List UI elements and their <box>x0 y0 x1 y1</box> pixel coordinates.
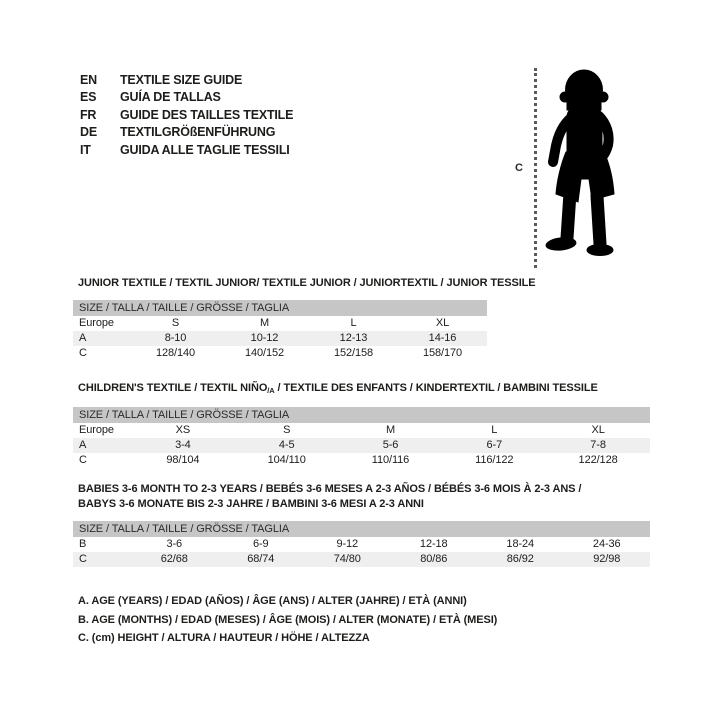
table-title <box>73 276 536 291</box>
row-label: B <box>79 538 87 550</box>
table-row <box>73 438 650 453</box>
language-label: GUÍA DE TALLAS <box>120 90 221 105</box>
table-title-line <box>78 482 650 497</box>
cell: 6-7 <box>486 439 503 451</box>
table-title-segment: BABYS 3-6 MONATE BIS 2-3 JAHRE / BAMBINI 3-6 MESI A 2-3 ANNI <box>78 498 424 510</box>
cell: 12-13 <box>339 332 368 344</box>
cell: 92/98 <box>593 553 621 565</box>
cell: 62/68 <box>160 553 188 565</box>
language-row <box>80 107 293 124</box>
table-row <box>73 331 487 346</box>
legend-line: A. AGE (YEARS) / EDAD (AÑOS) / ÂGE (ANS) / ALTER (JAHRE) / ETÀ (ANNI) <box>78 595 467 607</box>
table-title-line <box>78 381 650 398</box>
row-label: C <box>79 347 87 359</box>
table-title-line <box>78 276 536 291</box>
cell: 7-8 <box>590 439 606 451</box>
cell: 158/170 <box>422 347 463 359</box>
table-row <box>73 537 650 552</box>
table-title-segment: BABIES 3-6 MONTH TO 2-3 YEARS / BEBÉS 3-6 MESES A 2-3 AÑOS / BÉBÉS 3-6 MOIS À 2-3 ANS / <box>78 483 582 495</box>
height-measure-label: C <box>515 162 523 174</box>
language-row <box>80 142 293 159</box>
table-row <box>73 346 487 361</box>
cell: 74/80 <box>333 553 361 565</box>
toddler-figure <box>505 62 650 274</box>
cell: M <box>259 317 270 329</box>
language-code: ES <box>80 90 97 105</box>
cell: S <box>283 424 291 436</box>
cell: XL <box>591 424 605 436</box>
height-measure-line <box>534 68 537 268</box>
cell: 80/86 <box>420 553 448 565</box>
cell: XS <box>175 424 191 436</box>
cell: 3-6 <box>166 538 183 550</box>
language-code: DE <box>80 125 97 140</box>
cell: 110/116 <box>371 454 410 466</box>
table-title-segment: / TEXTILE DES ENFANTS / KINDERTEXTIL / BAMBINI TESSILE <box>274 382 598 394</box>
row-label: Europe <box>79 317 114 329</box>
cell: M <box>385 424 396 436</box>
cell: 18-24 <box>506 538 535 550</box>
cell: 104/110 <box>267 454 306 466</box>
cell: 68/74 <box>247 553 275 565</box>
language-label: TEXTILGRÖßENFÜHRUNG <box>120 125 276 140</box>
row-label: A <box>79 332 87 344</box>
cell: 98/104 <box>166 454 200 466</box>
cell: 8-10 <box>164 332 187 344</box>
language-code: FR <box>80 107 97 122</box>
legend-line: B. AGE (MONTHS) / EDAD (MESES) / ÂGE (MOIS) / ALTER (MONATE) / ETÀ (MESI) <box>78 613 498 626</box>
table-row <box>73 316 487 331</box>
table-section-babies <box>73 482 650 567</box>
cell: 12-18 <box>419 538 448 550</box>
cell: 5-6 <box>382 439 399 451</box>
cell: 116/122 <box>475 454 514 466</box>
cell: L <box>491 424 498 436</box>
row-label: C <box>79 553 87 565</box>
cell: 128/140 <box>155 347 196 359</box>
language-label: GUIDE DES TAILLES TEXTILE <box>120 107 294 122</box>
language-list <box>80 72 293 159</box>
table-size-header: SIZE / TALLA / TAILLE / GRÖSSE / TAGLIA <box>73 300 487 316</box>
language-code: IT <box>80 142 91 157</box>
table-row <box>73 453 650 468</box>
row-label: C <box>79 454 87 466</box>
table-section-junior <box>73 276 536 361</box>
cell: 4-5 <box>278 439 295 451</box>
cell: 122/128 <box>578 454 618 466</box>
table-size-header: SIZE / TALLA / TAILLE / GRÖSSE / TAGLIA <box>73 521 650 537</box>
row-label: Europe <box>79 424 114 436</box>
cell: 86/92 <box>506 553 534 565</box>
language-row <box>80 72 293 89</box>
language-label: TEXTILE SIZE GUIDE <box>120 73 243 87</box>
language-label: GUIDA ALLE TAGLIE TESSILI <box>120 142 290 157</box>
language-row <box>80 124 293 141</box>
table-section-children <box>73 381 650 468</box>
table-size-header: SIZE / TALLA / TAILLE / GRÖSSE / TAGLIA <box>73 407 650 423</box>
row-label: A <box>79 439 87 451</box>
cell: 6-9 <box>252 538 269 550</box>
table-title <box>73 482 650 512</box>
cell: L <box>350 317 357 329</box>
table-title-segment: /A <box>267 386 275 395</box>
cell: 140/152 <box>244 347 285 359</box>
language-row <box>80 89 293 106</box>
table-title-segment: JUNIOR TEXTILE / TEXTIL JUNIOR/ TEXTILE JUNIOR / JUNIORTEXTIL / JUNIOR TESSILE <box>78 277 536 289</box>
cell: S <box>171 317 180 329</box>
table-title <box>73 381 650 398</box>
cell: 10-12 <box>250 332 279 344</box>
legend-line: C. (cm) HEIGHT / ALTURA / HAUTEUR / HÖHE / ALTEZZA <box>78 632 370 644</box>
table-title-line <box>78 497 650 512</box>
table-title-segment: CHILDREN'S TEXTILE / TEXTIL NIÑO <box>78 382 268 394</box>
legend <box>78 592 497 648</box>
cell: 9-12 <box>336 538 359 550</box>
cell: XL <box>435 317 450 329</box>
cell: 3-4 <box>175 439 191 451</box>
table-row <box>73 552 650 567</box>
table-row <box>73 423 650 438</box>
cell: 24-36 <box>592 538 621 550</box>
toddler-silhouette-icon <box>543 66 643 271</box>
language-code: EN <box>80 73 97 87</box>
cell: 14-16 <box>428 332 457 344</box>
cell: 152/158 <box>333 347 374 359</box>
